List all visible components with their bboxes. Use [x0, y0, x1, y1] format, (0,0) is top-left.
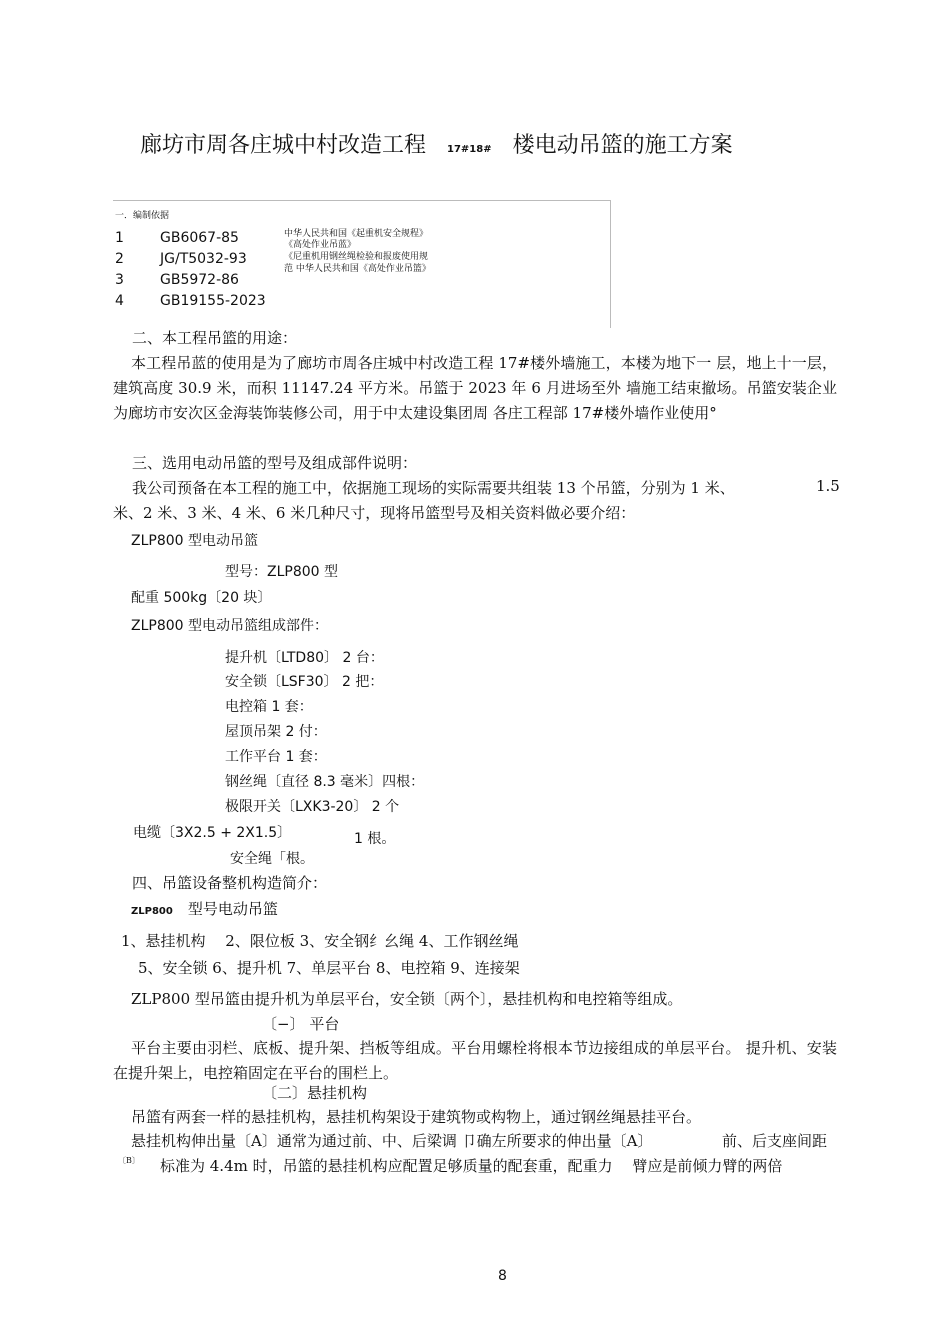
section-4-model-rest: 型号电动吊篮	[187, 900, 278, 918]
page-number: 8	[498, 1268, 507, 1284]
section-3-para-a: 我公司预备在本工程的施工中，依据施工现场的实际需要共组装 13 个吊篮，分别为 1 米、	[132, 479, 735, 497]
parts-heading: ZLP800 型电动吊篮组成部件：	[131, 618, 329, 634]
legend-line-1: 1、悬挂机构 2、限位板 3、安全钢纟幺绳 4、工作钢丝绳	[121, 932, 519, 950]
basis-item-no-4: 4	[115, 293, 124, 309]
section-2-paragraph	[113, 351, 837, 426]
section-4-heading: 四、吊篮设备整机构造简介：	[132, 874, 328, 892]
platform-paragraph	[113, 1036, 837, 1086]
safety-rope-line: 安全绳「根。	[230, 851, 314, 867]
weight-line: 配重 500kg〔20 块〕	[131, 590, 272, 606]
basis-item-code-3: GB5972-86	[160, 272, 239, 288]
part-item-1: 提升机〔LTD80〕 2 台：	[225, 650, 384, 666]
basis-heading: 一．编制依据	[115, 211, 170, 221]
type-line: 型号：ZLP800 型	[225, 564, 339, 580]
basis-item-code-1: GB6067-85	[160, 230, 239, 246]
title-building-numbers: 17#18#	[447, 144, 492, 155]
basis-name-4: 范 中华人民共和国《高处作业吊篮》	[284, 264, 431, 274]
basis-item-code-2: JG/T5032-93	[160, 251, 247, 267]
basis-name-2: 《高处作业吊蓝》	[284, 240, 357, 250]
section-3-para-a-end: 1.5	[816, 477, 840, 495]
basis-item-no-2: 2	[115, 251, 124, 267]
section-3-heading: 三、选用电动吊篮的型号及组成部件说明：	[132, 454, 418, 472]
suspension-para-2b: 前、后支座间距	[722, 1132, 828, 1150]
cable-quantity: 1 根。	[354, 831, 396, 847]
suspension-para-3: 标准为 4.4m 时，吊篮的悬挂机构应配置足够质量的配套重，配重力 臂应是前倾力臂的两倍	[160, 1157, 783, 1175]
subsection-suspension: 〔二〕悬挂机构	[262, 1084, 368, 1102]
section-4-model	[131, 898, 278, 919]
cable-line: 电缆〔3X2.5 + 2X1.5〕	[133, 825, 292, 841]
section-4-summary: ZLP800 型吊篮由提升机为单层平台，安全锁〔两个〕，悬挂机构和电控箱等组成。	[131, 990, 683, 1008]
part-item-5: 工作平台 1 套：	[225, 749, 327, 765]
model-line: ZLP800 型电动吊篮	[131, 533, 259, 549]
part-item-4: 屋顶吊架 2 付：	[225, 724, 327, 740]
basis-item-code-4: GB19155-2023	[160, 293, 266, 309]
part-item-3: 电控箱 1 套：	[225, 699, 313, 715]
basis-name-1: 中华人民共和国《起重机安全规程》	[284, 229, 429, 239]
legend-line-2: 5、安全锁 6、提升机 7、单层平台 8、电控箱 9、连接架	[138, 959, 520, 977]
title-main: 廊坊市周各庄城中村改造工程	[140, 133, 427, 158]
platform-text: 平台主要由羽栏、底板、提升架、挡板等组成。平台用螺栓将根本节边接组成的单层平台。 提升机、安装在提升架上，电控箱固定在平台的围栏上。	[113, 1039, 837, 1082]
subsection-platform: 〔−〕 平台	[262, 1015, 340, 1033]
page-title	[140, 128, 733, 159]
section-2-text: 本工程吊蓝的使用是为了廊坊市周各庄城中村改造工程 17#楼外墙施工，本楼为地下一 层，地上十一层，建筑高度 30.9 米，而积 11147.24 平方米。吊篮于 2023 年 6 月进场至外 墙施工结束撤场。吊篮安装企业为廊坊市安次区金海装饰装修公司，用于中太建设集团周 各庄工程部 17#楼外墙作业使用°	[113, 354, 837, 422]
basis-item-no-1: 1	[115, 230, 124, 246]
basis-name-3: 《尼重机用钢丝绳检验和报废使用规	[284, 252, 429, 262]
suspension-para-2a: 悬挂机构伸出量〔A〕通常为通过前、中、后梁调 卩确左所要求的伸出量〔A〕	[131, 1132, 653, 1150]
note-b: 〔B〕	[118, 1156, 140, 1165]
section-4-model-small: ZLP800	[131, 906, 173, 917]
part-item-2: 安全锁〔LSF30〕 2 把：	[225, 674, 384, 690]
part-item-7: 极限开关〔LXK3-20〕 2 个	[225, 799, 400, 815]
basis-item-no-3: 3	[115, 272, 124, 288]
title-rest: 楼电动吊篮的施工方案	[512, 133, 733, 158]
part-item-6: 钢丝绳〔直径 8.3 毫米〕四根：	[225, 774, 425, 790]
section-3-para-b: 米、2 米、3 米、4 米、6 米几种尺寸，现将吊篮型号及相关资料做必要介绍：	[113, 504, 636, 522]
section-2-heading: 二、本工程吊篮的用途：	[132, 329, 298, 347]
suspension-para-1: 吊篮有两套一样的悬挂机构，悬挂机构架设于建筑物或构物上，通过钢丝绳悬挂平台。	[131, 1108, 702, 1126]
